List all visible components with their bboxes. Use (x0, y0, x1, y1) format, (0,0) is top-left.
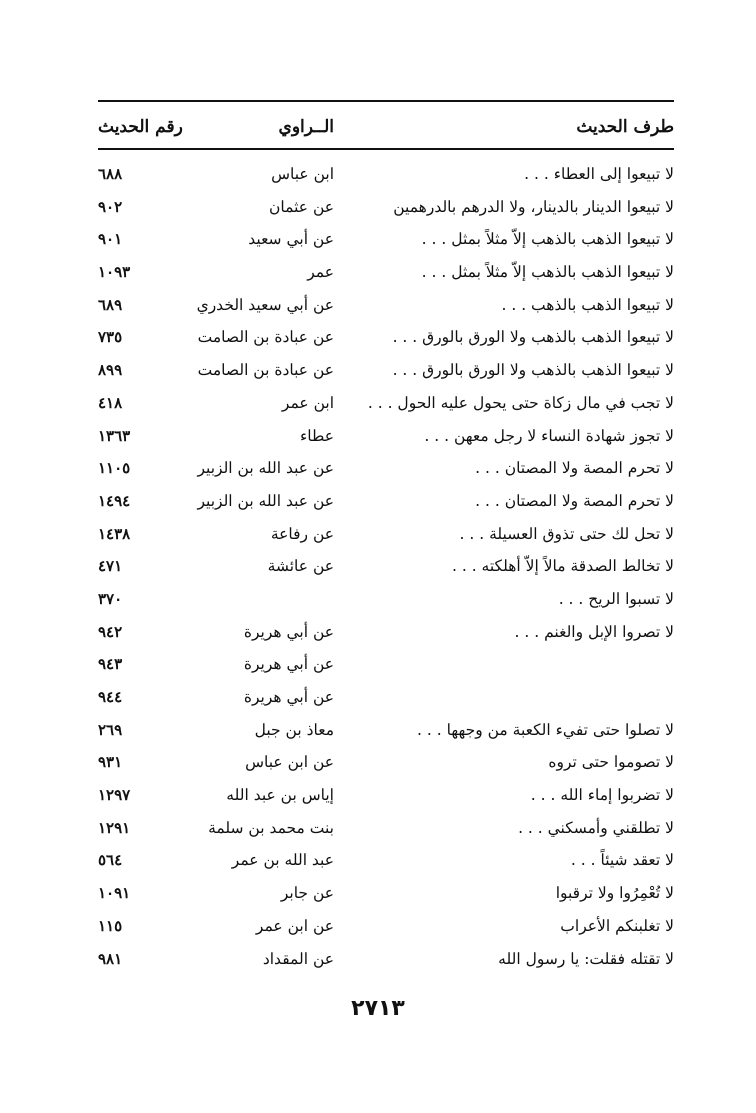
hadith-start-text: لا تحل لك حتى تذوق العسيلة . . . (459, 524, 674, 543)
hadith-start-text: لا تبيعوا الدينار بالدينار، ولا الدرهم بالدرهمين (393, 197, 674, 216)
table-row (98, 648, 674, 681)
hadith-number: ٩٨١ (98, 949, 123, 968)
narrator-name: عن عبد الله بن الزبير (197, 459, 334, 478)
hadith-start-text: لا تخالط الصدقة مالاً إلاّ أهلكته . . . (451, 557, 674, 576)
hadith-start-text: لا تجوز شهادة النساء لا رجل معهن . . . (424, 426, 674, 445)
table-row (98, 779, 674, 812)
narrator-name: ابن عباس (271, 165, 334, 183)
hadith-number: ١١٥ (98, 916, 123, 935)
hadith-start-text: لا تبيعوا الذهب بالذهب إلاّ مثلاً بمثل . . . (421, 263, 674, 282)
table-row (98, 289, 674, 322)
hadith-number: ٤١٨ (98, 393, 123, 412)
table-row (98, 354, 674, 387)
table-row (98, 387, 674, 420)
narrator-name: عن عبادة بن الصامت (197, 328, 334, 347)
hadith-number: ٦٨٩ (98, 295, 123, 314)
table-row (98, 583, 674, 616)
hadith-number: ١٢٩٧ (98, 786, 131, 805)
hadith-start-text: لا تحرم المصة ولا المصتان . . . (475, 491, 674, 510)
table-row (98, 844, 674, 877)
hadith-number: ٥٦٤ (98, 851, 123, 870)
hadith-number: ١٣٦٣ (98, 426, 131, 445)
table-row (98, 714, 674, 747)
narrator-name: ابن عمر (281, 393, 334, 412)
narrator-name: عن عبد الله بن الزبير (197, 491, 334, 510)
header-hadith-number: رقم الحديث (98, 117, 183, 137)
table-row (98, 420, 674, 453)
hadith-number: ٢٦٩ (98, 720, 123, 739)
hadith-number: ٩٠١ (98, 230, 123, 249)
header-narrator: الــراوي (278, 117, 334, 137)
hadith-number: ١١٠٥ (98, 459, 131, 478)
narrator-name: عن جابر (280, 884, 334, 903)
hadith-start-text: لا تطلقني وأمسكني . . . (518, 818, 674, 837)
table-row (98, 681, 674, 714)
table-row (98, 616, 674, 649)
hadith-number: ٣٧٠ (98, 589, 123, 608)
table-row (98, 518, 674, 551)
table-row (98, 485, 674, 518)
narrator-name: عمر (307, 263, 334, 282)
narrator-name: إياس بن عبد الله (226, 786, 334, 805)
hadith-number: ١٠٩٣ (98, 263, 131, 282)
hadith-start-text: لا تضربوا إماء الله . . . (530, 786, 674, 805)
table-row (98, 223, 674, 256)
hadith-start-text: لا تغلبنكم الأعراب (560, 916, 674, 935)
hadith-start-text: لا تبيعوا إلى العطاء . . . (524, 165, 674, 183)
table-row (98, 158, 674, 191)
narrator-name: عن ابن عباس (245, 753, 334, 772)
table-row (98, 877, 674, 910)
hadith-start-text: لا تسبوا الريح . . . (558, 589, 674, 608)
narrator-name: عن عثمان (269, 197, 334, 216)
table-row (98, 746, 674, 779)
header-hadith-start: طرف الحديث (576, 117, 674, 137)
hadith-number: ٤٧١ (98, 557, 123, 576)
hadith-number: ١٤٣٨ (98, 524, 131, 543)
hadith-start-text: لا تبيعوا الذهب بالذهب . . . (501, 295, 674, 314)
hadith-number: ١٢٩١ (98, 818, 131, 837)
narrator-name: عن عائشة (267, 557, 334, 576)
narrator-name: عن أبي سعيد الخدري (196, 295, 334, 314)
table-row (98, 191, 674, 224)
narrator-name: عن أبي هريرة (243, 688, 334, 706)
narrator-name: عبد الله بن عمر (231, 851, 334, 870)
hadith-number: ٩٠٢ (98, 197, 123, 216)
header-rule (98, 148, 674, 150)
table-row (98, 910, 674, 943)
table-row (98, 812, 674, 845)
top-rule (98, 100, 674, 102)
hadith-number: ٨٩٩ (98, 361, 123, 380)
narrator-name: عن أبي هريرة (243, 622, 334, 641)
hadith-start-text: لا تبيعوا الذهب بالذهب إلاّ مثلاً بمثل . . . (421, 230, 674, 249)
hadith-number: ٦٨٨ (98, 165, 123, 183)
hadith-number: ٩٤٤ (98, 688, 123, 706)
hadith-start-text: لا تُعْمِرُوا ولا ترقبوا (555, 884, 674, 903)
hadith-number: ٩٤٣ (98, 655, 123, 674)
narrator-name: معاذ بن جبل (254, 720, 334, 739)
table-row (98, 321, 674, 354)
narrator-name: بنت محمد بن سلمة (208, 818, 334, 837)
hadith-number: ١٠٩١ (98, 884, 131, 903)
hadith-start-text: لا تجب في مال زكاة حتى يحول عليه الحول . . . (367, 393, 674, 412)
table-row (98, 943, 674, 976)
hadith-start-text: لا تقتله فقلت: يا رسول الله (498, 949, 674, 968)
hadith-start-text: لا تبيعوا الذهب بالذهب ولا الورق بالورق . . . (392, 328, 674, 347)
hadith-number: ٩٣١ (98, 753, 123, 772)
narrator-name: عن أبي هريرة (243, 655, 334, 674)
hadith-start-text: لا تصروا الإبل والغنم . . . (514, 622, 674, 641)
hadith-start-text: لا تعقد شيئاً . . . (570, 851, 674, 870)
hadith-start-text: لا تصلوا حتى تفيء الكعبة من وجهها . . . (417, 720, 674, 739)
table-row (98, 256, 674, 289)
narrator-name: عن رفاعة (270, 524, 334, 543)
table-row (98, 452, 674, 485)
hadith-start-text: لا تصوموا حتى تروه (548, 753, 674, 772)
table-row (98, 550, 674, 583)
narrator-name: عن عبادة بن الصامت (197, 361, 334, 380)
table-header (98, 112, 674, 142)
page-number: ٢٧١٣ (351, 996, 405, 1021)
hadith-number: ٩٤٢ (98, 622, 123, 641)
narrator-name: عن أبي سعيد (248, 230, 334, 249)
hadith-number: ٧٣٥ (98, 328, 123, 347)
narrator-name: عن ابن عمر (255, 916, 334, 935)
hadith-start-text: لا تحرم المصة ولا المصتان . . . (475, 459, 674, 478)
narrator-name: عطاء (300, 426, 334, 445)
hadith-number: ١٤٩٤ (98, 491, 131, 510)
narrator-name: عن المقداد (262, 949, 334, 968)
table-body (98, 158, 674, 975)
hadith-start-text: لا تبيعوا الذهب بالذهب ولا الورق بالورق . . . (392, 361, 674, 380)
